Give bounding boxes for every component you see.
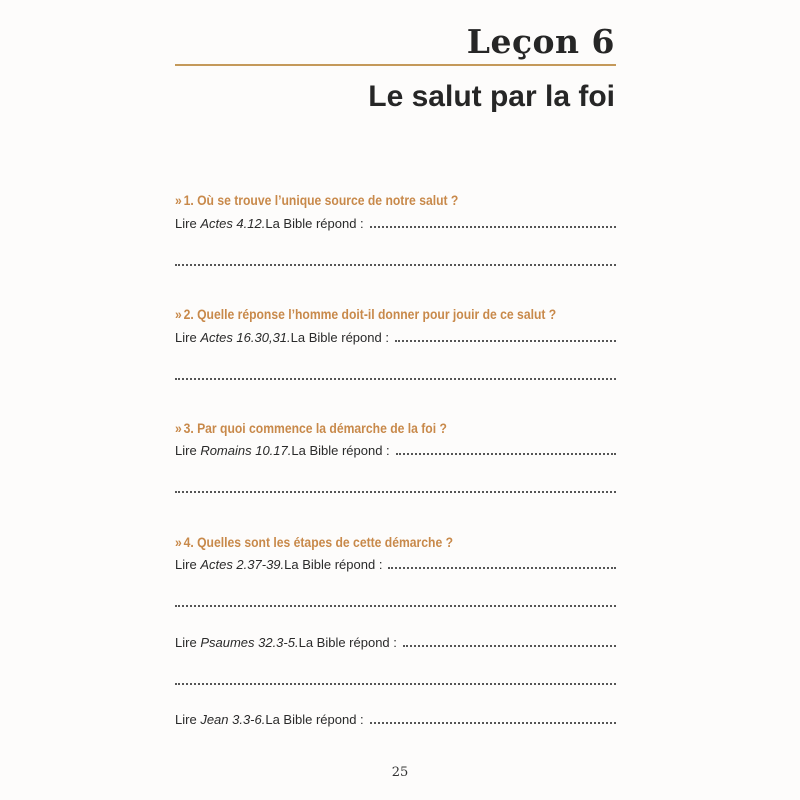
read-prefix: Lire [175, 443, 197, 458]
bible-reference: Actes 16.30,31. [200, 330, 291, 345]
read-suffix: La Bible répond : [265, 712, 364, 727]
question-3-text: 3. Par quoi commence la démarche de la foi ? [183, 421, 447, 436]
answer-fill[interactable] [403, 635, 616, 647]
answer-fill[interactable] [396, 443, 616, 455]
read-prefix: Lire [175, 635, 197, 650]
bible-reference: Actes 2.37-39. [200, 557, 285, 572]
answer-blank-4a[interactable] [175, 605, 616, 607]
question-2 [175, 307, 556, 322]
read-prefix: Lire [175, 712, 197, 727]
bible-reference: Romains 10.17. [200, 443, 292, 458]
lesson-subtitle: Le salut par la foi [368, 80, 615, 113]
chevron-right-icon: » [175, 193, 181, 208]
bible-reference: Psaumes 32.3-5. [200, 635, 299, 650]
answer-fill[interactable] [395, 330, 616, 342]
page-number: 25 [391, 765, 409, 780]
bible-reference: Actes 4.12. [200, 216, 266, 231]
title-divider [175, 64, 616, 66]
question-2-text: 2. Quelle réponse l’homme doit-il donner pour jouir de ce salut ? [183, 307, 557, 322]
answer-line-4a[interactable] [175, 557, 616, 572]
chevron-right-icon: » [175, 421, 181, 436]
answer-blank-4b[interactable] [175, 683, 616, 685]
bible-reference: Jean 3.3-6. [200, 712, 266, 727]
answer-line-1a[interactable] [175, 216, 616, 231]
question-1-text: 1. Où se trouve l’unique source de notre salut ? [183, 193, 459, 208]
read-prefix: Lire [175, 557, 197, 572]
answer-line-3a[interactable] [175, 443, 616, 458]
answer-line-4b[interactable] [175, 635, 616, 650]
question-1 [175, 193, 458, 208]
answer-line-2a[interactable] [175, 330, 616, 345]
read-suffix: La Bible répond : [265, 216, 364, 231]
read-suffix: La Bible répond : [290, 330, 389, 345]
chevron-right-icon: » [175, 307, 181, 322]
answer-line-4c[interactable] [175, 712, 616, 727]
read-prefix: Lire [175, 330, 197, 345]
lesson-title: Leçon 6 [466, 22, 615, 61]
answer-fill[interactable] [388, 557, 616, 569]
question-3 [175, 421, 447, 436]
answer-blank-2[interactable] [175, 378, 616, 380]
read-suffix: La Bible répond : [298, 635, 397, 650]
read-prefix: Lire [175, 216, 197, 231]
answer-blank-3[interactable] [175, 491, 616, 493]
question-4 [175, 535, 453, 550]
answer-blank-1[interactable] [175, 264, 616, 266]
chevron-right-icon: » [175, 535, 181, 550]
read-suffix: La Bible répond : [291, 443, 390, 458]
read-suffix: La Bible répond : [284, 557, 383, 572]
question-4-text: 4. Quelles sont les étapes de cette démarche ? [183, 535, 454, 550]
answer-fill[interactable] [370, 216, 616, 228]
answer-fill[interactable] [370, 712, 616, 724]
